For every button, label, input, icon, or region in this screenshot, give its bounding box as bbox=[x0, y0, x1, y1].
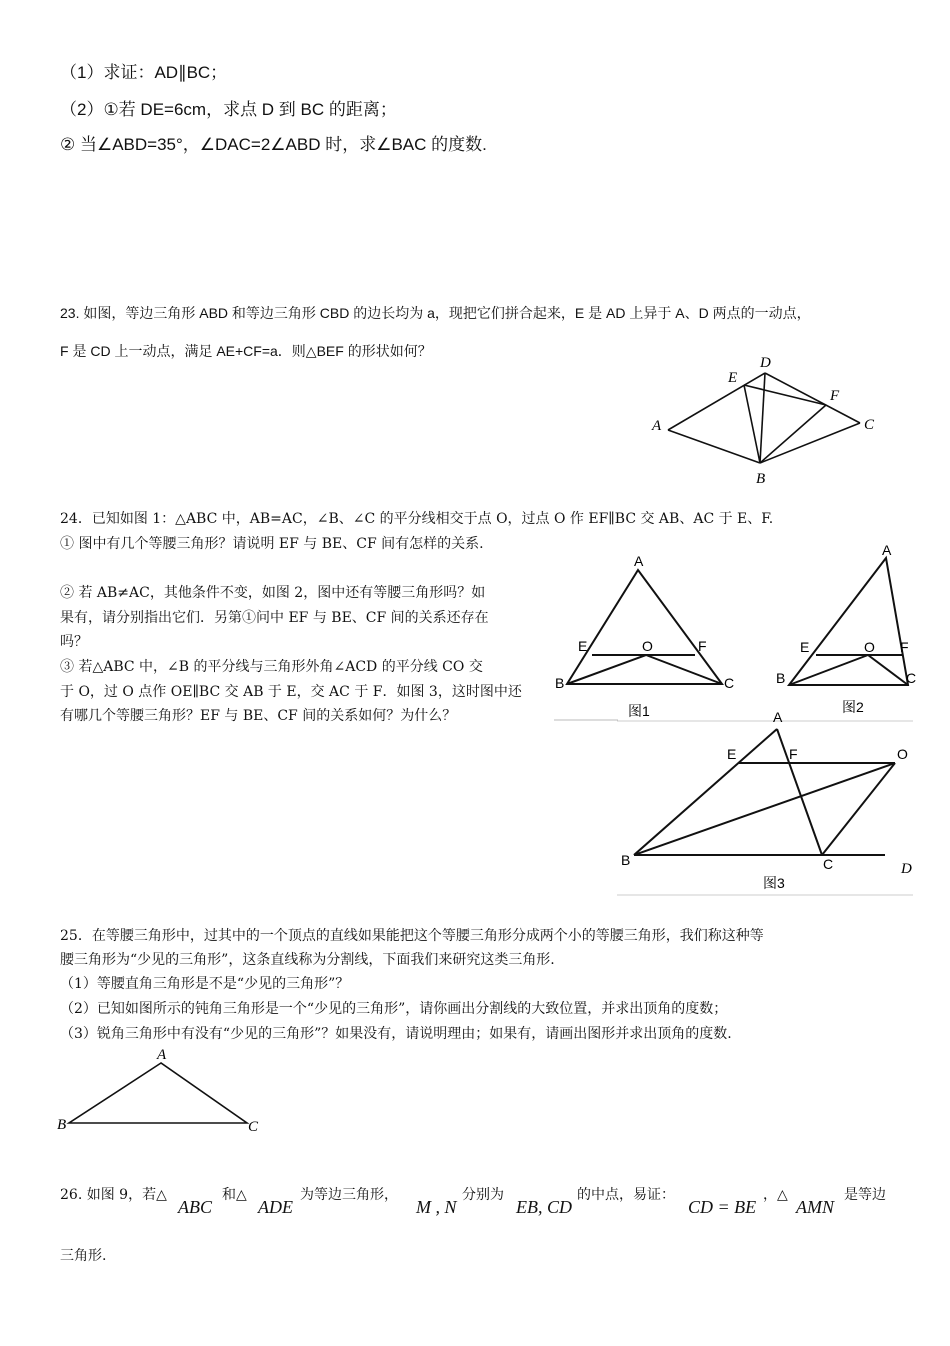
q26-text-4: 分别为 bbox=[462, 1187, 504, 1203]
q23-edge-bc bbox=[760, 423, 860, 463]
fig3-caption: 图3 bbox=[763, 875, 785, 891]
fig2-label-a: A bbox=[882, 542, 892, 558]
q26-math-ebcd: EB, CD bbox=[516, 1197, 572, 1217]
q25-line2: 腰三角形为“少见的三角形”，这条直线称为分割线，下面我们来研究这类三角形. bbox=[60, 952, 555, 968]
q23-edge-ef bbox=[744, 385, 826, 405]
q25-line1: 25．在等腰三角形中，过其中的一个顶点的直线如果能把这个等腰三角形分成两个小的等腰三角形，我们称这种等 bbox=[60, 928, 764, 944]
fig2-label-f: F bbox=[900, 639, 909, 655]
fig1-label-a: A bbox=[634, 553, 644, 569]
q23-edge-dc bbox=[765, 373, 860, 423]
q25-part1: （1）等腰直角三角形是不是“少见的三角形”？ bbox=[60, 976, 350, 992]
q25-part2: （2）已知如图所示的钝角三角形是一个“少见的三角形”，请你画出分割线的大致位置，并求出顶角的度数； bbox=[60, 1001, 728, 1017]
fig3-label-f: F bbox=[789, 746, 798, 762]
q23-label-c: C bbox=[864, 417, 875, 433]
fig1-label-f: F bbox=[698, 638, 707, 654]
q24-line8: 有哪几个等腰三角形？EF 与 BE、CF 间的关系如何？为什么？ bbox=[60, 708, 457, 724]
q24-line5: 吗？ bbox=[60, 634, 88, 650]
q23-line1: 23. 如图，等边三角形 ABD 和等边三角形 CBD 的边长均为 a，现把它们拼合起来，E 是 AD 上异于 A、D 两点的一动点， bbox=[60, 305, 811, 321]
q24-figure-3 bbox=[617, 707, 917, 897]
fig3-label-d: D bbox=[901, 861, 912, 877]
fig1-triangle-abc bbox=[567, 570, 722, 684]
q26-math-abc: ABC bbox=[178, 1197, 212, 1217]
fig2-label-b: B bbox=[776, 670, 786, 686]
q23-label-d: D bbox=[760, 355, 771, 371]
q23-label-f: F bbox=[830, 388, 840, 404]
q24-line3: ② 若 AB≠AC，其他条件不变，如图 2，图中还有等腰三角形吗？如 bbox=[60, 585, 486, 601]
q23-edge-ab bbox=[668, 430, 760, 463]
fig3-label-b: B bbox=[621, 852, 631, 868]
q24-line2: ① 图中有几个等腰三角形？请说明 EF 与 BE、CF 间有怎样的关系. bbox=[60, 536, 484, 552]
fig1-label-b: B bbox=[555, 675, 565, 691]
q23-figure bbox=[640, 350, 880, 490]
fig2-label-e: E bbox=[800, 639, 810, 655]
fig3-label-c: C bbox=[823, 856, 834, 872]
q22-part1: （1）求证：AD∥BC； bbox=[60, 63, 228, 82]
q24-line4: 果有，请分别指出它们．另第①问中 EF 与 BE、CF 间的关系还存在 bbox=[60, 610, 489, 626]
q26-line2: 三角形. bbox=[60, 1248, 107, 1264]
fig1-segment-bo bbox=[567, 655, 646, 684]
q26-text-7: 是等边 bbox=[844, 1187, 886, 1203]
fig2-segment-oc bbox=[868, 655, 908, 685]
q25-figure bbox=[55, 1045, 270, 1140]
fig2-triangle-abc bbox=[789, 558, 908, 685]
q26-math-mn: M , N bbox=[416, 1197, 457, 1217]
q24-line7: 于 O，过 O 点作 OE∥BC 交 AB 于 E，交 AC 于 F．如图 3，这时图中还 bbox=[60, 684, 522, 700]
q24-line6: ③ 若△ABC 中，∠B 的平分线与三角形外角∠ACD 的平分线 CO 交 bbox=[60, 659, 483, 675]
q22-part2-sub: ② 当∠ABD=35°，∠DAC=2∠ABD 时，求∠BAC 的度数. bbox=[60, 135, 487, 154]
q25-label-b: B bbox=[57, 1117, 67, 1133]
q26-text-6: ，△ bbox=[763, 1187, 788, 1203]
fig1-label-e: E bbox=[578, 638, 588, 654]
fig1-label-c: C bbox=[724, 675, 735, 691]
q25-triangle-abc bbox=[69, 1063, 247, 1123]
fig3-label-o: O bbox=[897, 746, 908, 762]
q26-math-amn: AMN bbox=[796, 1197, 834, 1217]
fig2-label-o: O bbox=[864, 639, 875, 655]
fig3-label-e: E bbox=[727, 746, 737, 762]
q23-label-e: E bbox=[728, 370, 738, 386]
q23-edge-ad bbox=[668, 373, 765, 430]
fig1-label-o: O bbox=[642, 638, 653, 654]
q23-label-a: A bbox=[652, 418, 662, 434]
q26-math-cdbe: CD = BE bbox=[688, 1197, 757, 1217]
fig2-caption: 图2 bbox=[842, 699, 864, 715]
q23-edge-db bbox=[760, 373, 765, 463]
q25-label-c: C bbox=[248, 1119, 259, 1135]
fig3-segment-ba bbox=[634, 729, 777, 855]
q24-figure-1 bbox=[552, 550, 742, 720]
q26-math-ade: ADE bbox=[258, 1197, 293, 1217]
q23-edge-fb bbox=[760, 405, 826, 463]
q23-edge-eb bbox=[744, 385, 760, 463]
q25-label-a: A bbox=[157, 1047, 167, 1063]
q25-part3: （3）锐角三角形中有没有“少见的三角形”？如果没有，请说明理由；如果有，请画出图形并求出顶角的度数. bbox=[60, 1026, 732, 1042]
fig2-label-c: C bbox=[906, 670, 917, 686]
fig1-caption: 图1 bbox=[628, 703, 650, 719]
q26-text-3: 为等边三角形， bbox=[300, 1187, 398, 1203]
q26-text-2: 和△ bbox=[222, 1187, 247, 1203]
fig3-label-a: A bbox=[773, 709, 783, 725]
q23-label-b: B bbox=[756, 471, 766, 487]
fig3-segment-bo bbox=[634, 763, 895, 855]
q24-line1: 24．已知如图 1：△ABC 中，AB=AC，∠B、∠C 的平分线相交于点 O，过点 O 作 EF∥BC 交 AB、AC 于 E、F. bbox=[60, 511, 774, 527]
q24-figure-2 bbox=[772, 540, 922, 715]
q26-text-1: 26. 如图 9，若△ bbox=[60, 1187, 167, 1203]
q26-text-5: 的中点，易证： bbox=[577, 1187, 675, 1203]
q23-line2: F 是 CD 上一动点，满足 AE+CF=a．则△BEF 的形状如何？ bbox=[60, 343, 432, 359]
q22-part2: （2）①若 DE=6cm，求点 D 到 BC 的距离； bbox=[60, 100, 397, 119]
